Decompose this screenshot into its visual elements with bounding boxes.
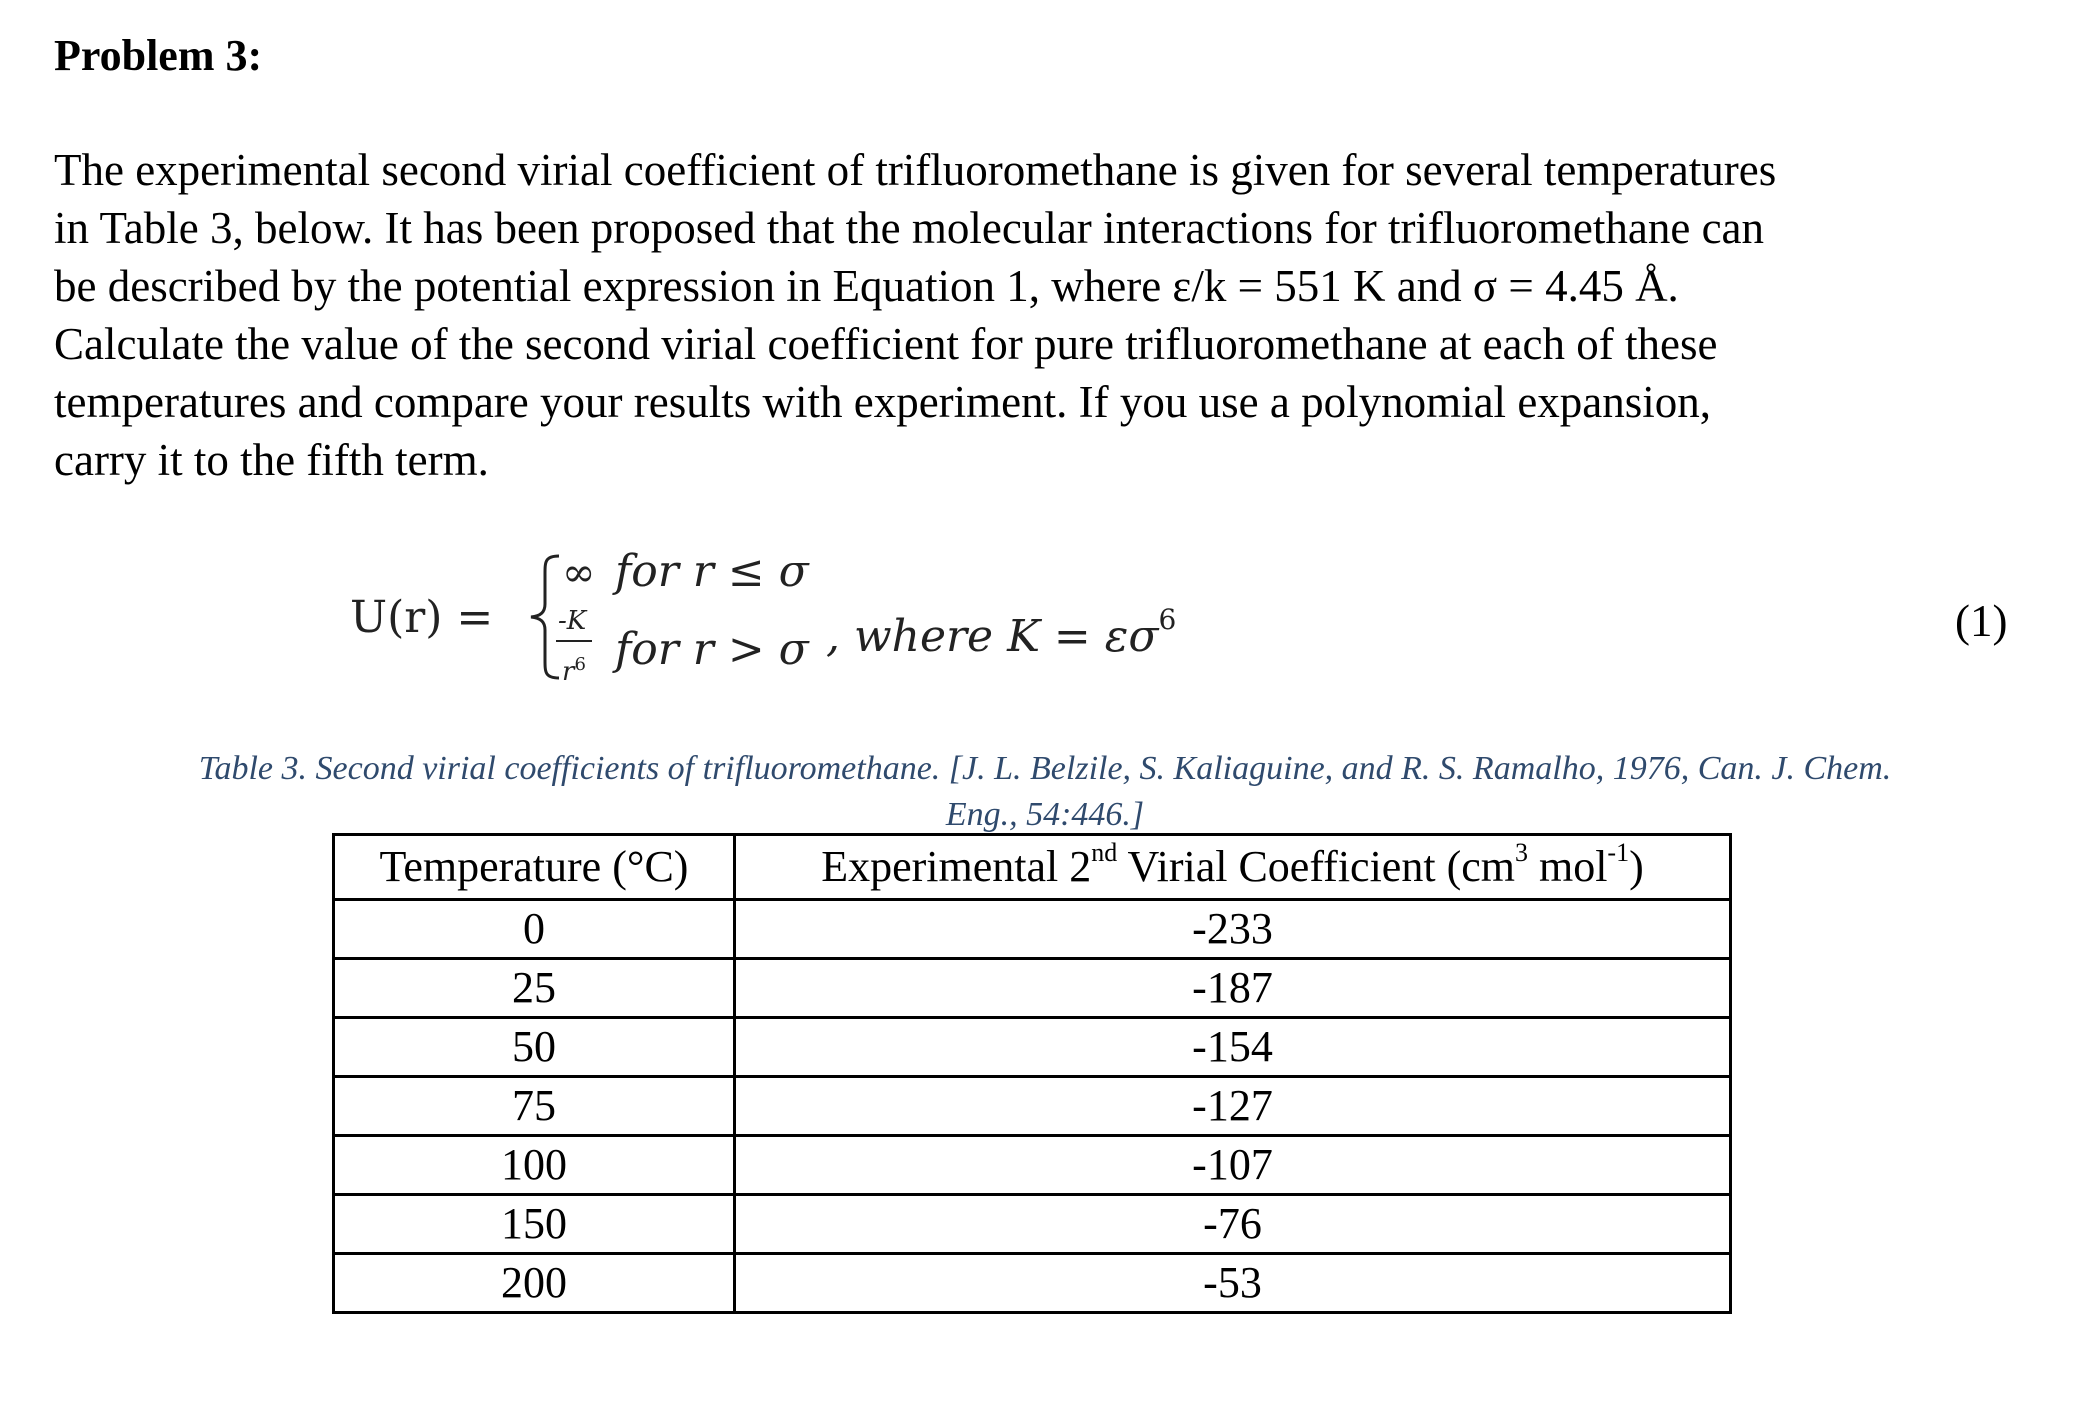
problem-statement-line: Calculate the value of the second virial coefficient for pure trifluoromethane at each of these — [54, 319, 1718, 369]
coefficient-cell: -76 — [735, 1195, 1731, 1254]
temperature-cell: 50 — [334, 1018, 735, 1077]
problem-title: Problem 3: — [54, 31, 263, 80]
coefficient-cell: -154 — [735, 1018, 1731, 1077]
column-header-temperature: Temperature (°C) — [334, 835, 735, 900]
coefficient-cell: -107 — [735, 1136, 1731, 1195]
table-caption — [90, 746, 2000, 838]
table-row — [334, 1018, 1731, 1077]
problem-statement-line: be described by the potential expression in Equation 1, where ε/k = 551 K and σ = 4.45 Å. — [54, 261, 1679, 311]
problem-statement-line: in Table 3, below. It has been proposed that the molecular interactions for trifluoromethane can — [54, 203, 1765, 253]
temperature-cell: 75 — [334, 1077, 735, 1136]
equation-lhs: U(r) = — [350, 592, 494, 643]
case2-numerator: -K — [558, 606, 587, 636]
virial-coefficient-table — [332, 833, 1732, 1314]
equation-number: (1) — [1955, 596, 2008, 646]
temperature-cell: 200 — [334, 1254, 735, 1313]
coefficient-cell: -187 — [735, 959, 1731, 1018]
coefficient-cell: -53 — [735, 1254, 1731, 1313]
where-clause: , where $K = \varepsilon\sigma^6$ — [826, 603, 1177, 662]
table-row — [334, 1136, 1731, 1195]
fraction-bar — [556, 640, 592, 642]
case2-denominator: $r^6$ — [562, 654, 586, 687]
temperature-cell: 150 — [334, 1195, 735, 1254]
case2-condition: for r > σ — [615, 624, 809, 675]
column-header-coefficient: Experimental 2nd Virial Coefficient ($cm^3$ mol$^{-1}$) — [735, 835, 1731, 900]
table-row — [334, 900, 1731, 959]
table-row — [334, 1254, 1731, 1313]
temperature-cell: 100 — [334, 1136, 735, 1195]
problem-statement-line: The experimental second virial coefficient of trifluoromethane is given for several temperatures — [54, 145, 1777, 195]
coefficient-cell: -127 — [735, 1077, 1731, 1136]
infinity-symbol: ∞ — [562, 550, 596, 596]
temperature-cell: 25 — [334, 959, 735, 1018]
table-caption-line: Table 3. Second virial coefficients of trifluoromethane. [J. L. Belzile, S. Kaliaguine, and R. S. Ramalho, 1976, Can. J. Chem. — [198, 750, 1892, 787]
case1-condition: for r ≤ σ — [615, 546, 809, 597]
table-row — [334, 1195, 1731, 1254]
coefficient-cell: -233 — [735, 900, 1731, 959]
table-row — [334, 1077, 1731, 1136]
table-caption-line: Eng., 54:446.] — [945, 796, 1145, 833]
problem-statement — [54, 141, 2054, 489]
problem-statement-line: carry it to the fifth term. — [54, 435, 489, 485]
table-header-row — [334, 835, 1731, 900]
problem-statement-line: temperatures and compare your results with experiment. If you use a polynomial expansion, — [54, 377, 1712, 427]
temperature-cell: 0 — [334, 900, 735, 959]
table-row — [334, 959, 1731, 1018]
